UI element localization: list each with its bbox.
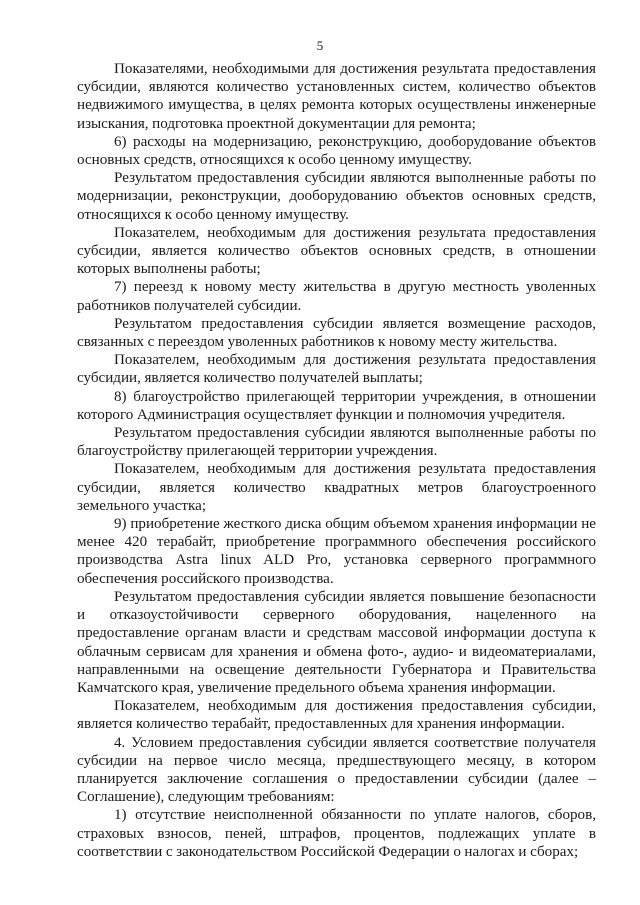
page-number: 5 — [316, 38, 324, 53]
paragraph-indicator-7: Показателем, необходимым для достижения результата предоставления субсидии, является количество получателей выплаты; — [77, 352, 596, 387]
paragraph-indicator-9: Показателем, необходимым для достижения предоставления субсидии, является количество терабайт, предоставленных для хранения информации. — [77, 698, 596, 733]
paragraph-item-6: 6) расходы на модернизацию, реконструкцию, дооборудование объектов основных средств, относящихся к особо ценному имуществу. — [77, 133, 596, 169]
paragraph-indicators-systems: Показателями, необходимыми для достижения результата предоставления субсидии, являются количество установленных систем, количество объектов недвижимого имущества, в целях ремонта которых осуществлены инженерные изыскания, подготовка проектной документации для ремонта; — [77, 61, 596, 132]
paragraph-result-8: Результатом предоставления субсидии являются выполненные работы по благоустройству прилегающей территории учреждения. — [77, 425, 596, 460]
paragraph-item-8: 8) благоустройство прилегающей территории учреждения, в отношении которого Администрация осуществляет функции и полномочия учредителя. — [77, 388, 596, 423]
paragraph-indicator-8: Показателем, необходимым для достижения результата предоставления субсидии, является количество квадратных метров благоустроенного земельного участка; — [77, 461, 596, 514]
paragraph-item-9: 9) приобретение жесткого диска общим объемом хранения информации не менее 420 терабайт, приобретение программного обеспечения российского производства Astra linux ALD Pro, установка серверного программного обеспечения российского производства. — [77, 516, 596, 587]
paragraph-result-7: Результатом предоставления субсидии является возмещение расходов, связанных с переездом уволенных работников к новому месту жительства. — [77, 315, 596, 351]
paragraph-requirement-1: 1) отсутствие неисполненной обязанности по уплате налогов, сборов, страховых взносов, пеней, штрафов, процентов, подлежащих уплате в соответствии с законодательством Российской Федерации о налогах и сборах; — [77, 807, 596, 860]
paragraph-item-7: 7) переезд к новому месту жительства в другую местность уволенных работников получателей субсидии. — [77, 279, 596, 314]
document-body — [77, 60, 596, 861]
paragraph-result-6: Результатом предоставления субсидии являются выполненные работы по модернизации, реконструкции, дооборудованию объектов основных средств, относящихся к особо ценному имуществу. — [77, 170, 596, 223]
paragraph-indicator-6: Показателем, необходимым для достижения результата предоставления субсидии, является количество объектов основных средств, в отношении которых выполнены работы; — [77, 224, 596, 278]
paragraph-result-9: Результатом предоставления субсидии является повышение безопасности и отказоустойчивости серверного оборудования, нацеленного на предоставление органам власти и средствам массовой информации доступа к облачным сервисам для хранения и обмена фото-, аудио- и видеоматериалами, направленными на освещение деятельности Губернатора и Правительства Камчатского края, увеличение предельного объема хранения информации. — [77, 588, 596, 696]
paragraph-condition-4: 4. Условием предоставления субсидии является соответствие получателя субсидии на первое число месяца, предшествующего месяцу, в котором планируется заключение соглашения о предоставлении субсидии (далее – Соглашение), следующим требованиям: — [77, 734, 596, 806]
